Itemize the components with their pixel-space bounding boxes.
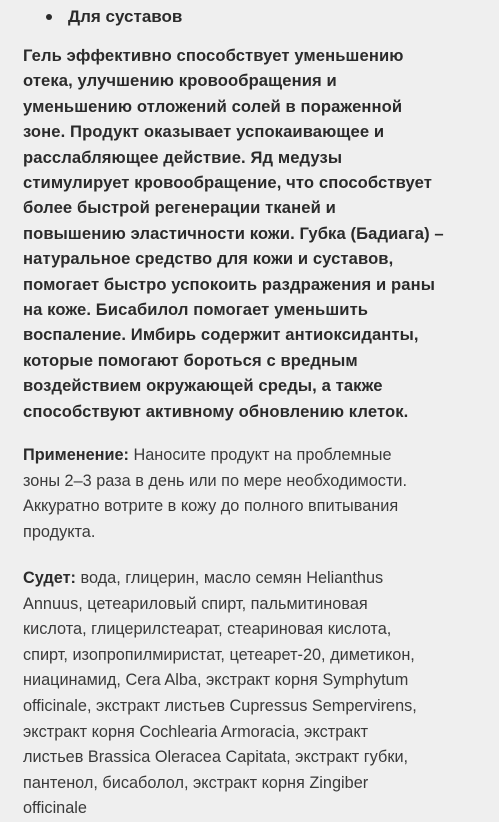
description-line: на коже. Бисабилол помогает уменьшить xyxy=(23,300,369,320)
ingredients-line: спирт, изопропилмиристат, цетеарет-20, диметикон, xyxy=(23,645,415,664)
ingredients-line: листьев Brassica Oleracea Capitata, экстракт губки, xyxy=(23,748,409,767)
description-line: стимулирует кровообращение, что способствует xyxy=(23,173,432,193)
description-line: Гель эффективно способствует уменьшению xyxy=(23,46,404,65)
usage-paragraph xyxy=(23,443,493,545)
ingredients-line: кислота, глицерилстеарат, стеариновая кислота, xyxy=(23,620,392,639)
description-line: отека, улучшению кровообращения и xyxy=(23,71,337,91)
bullet-item xyxy=(46,4,182,30)
usage-line: Аккуратно вотрите в кожу до полного впитывания xyxy=(23,497,399,516)
description-line: воздействием окружающей среды, а также xyxy=(23,376,383,396)
ingredients-text: вода, глицерин, масло семян Helianthus xyxy=(75,569,384,587)
usage-line: зоны 2–3 раза в день или по мере необходимости. xyxy=(23,471,408,490)
description-line: помогает быстро успокоить раздражения и раны xyxy=(23,274,436,294)
description-paragraph xyxy=(23,43,493,424)
ingredients-line: Annuus, цетеариловый спирт, пальмитиновая xyxy=(23,594,368,613)
description-line: способствуют активному обновлению клеток. xyxy=(23,401,409,421)
description-line: более быстрой регенерации тканей и xyxy=(23,198,336,218)
usage-line: продукта. xyxy=(23,522,96,541)
description-line: зоне. Продукт оказывает успокаивающее и xyxy=(23,122,385,142)
description-line: натуральное средство для кожи и суставов, xyxy=(23,249,394,269)
description-line: повышению эластичности кожи. Губка (Бадиага) – xyxy=(23,223,444,243)
bullet-label: Для суставов xyxy=(68,7,183,26)
usage-text: Наносите продукт на проблемные xyxy=(128,446,392,464)
usage-label: Применение: xyxy=(23,446,129,464)
description-line: воспаление. Имбирь содержит антиоксиданты, xyxy=(23,325,419,345)
ingredients-line: пантенол, бисаболол, экстракт корня Zingiber xyxy=(23,773,369,792)
description-line: которые помогают бороться с вредным xyxy=(23,350,358,370)
description-line: расслабляющее действие. Яд медузы xyxy=(23,147,343,167)
ingredients-line xyxy=(23,566,493,592)
bullet-dot-icon xyxy=(46,14,52,20)
ingredients-label: Судет: xyxy=(23,569,76,587)
description-line: уменьшению отложений солей в пораженной xyxy=(23,96,403,116)
ingredients-line: ниацинамид, Cera Alba, экстракт корня Symphytum xyxy=(23,671,409,690)
ingredients-line: officinale, экстракт листьев Cupressus Sempervirens, xyxy=(23,696,417,715)
ingredients-paragraph xyxy=(23,566,493,822)
ingredients-line: экстракт корня Cochlearia Armoracia, экстракт xyxy=(23,722,369,741)
ingredients-line: officinale xyxy=(23,799,87,818)
usage-line xyxy=(23,443,493,469)
